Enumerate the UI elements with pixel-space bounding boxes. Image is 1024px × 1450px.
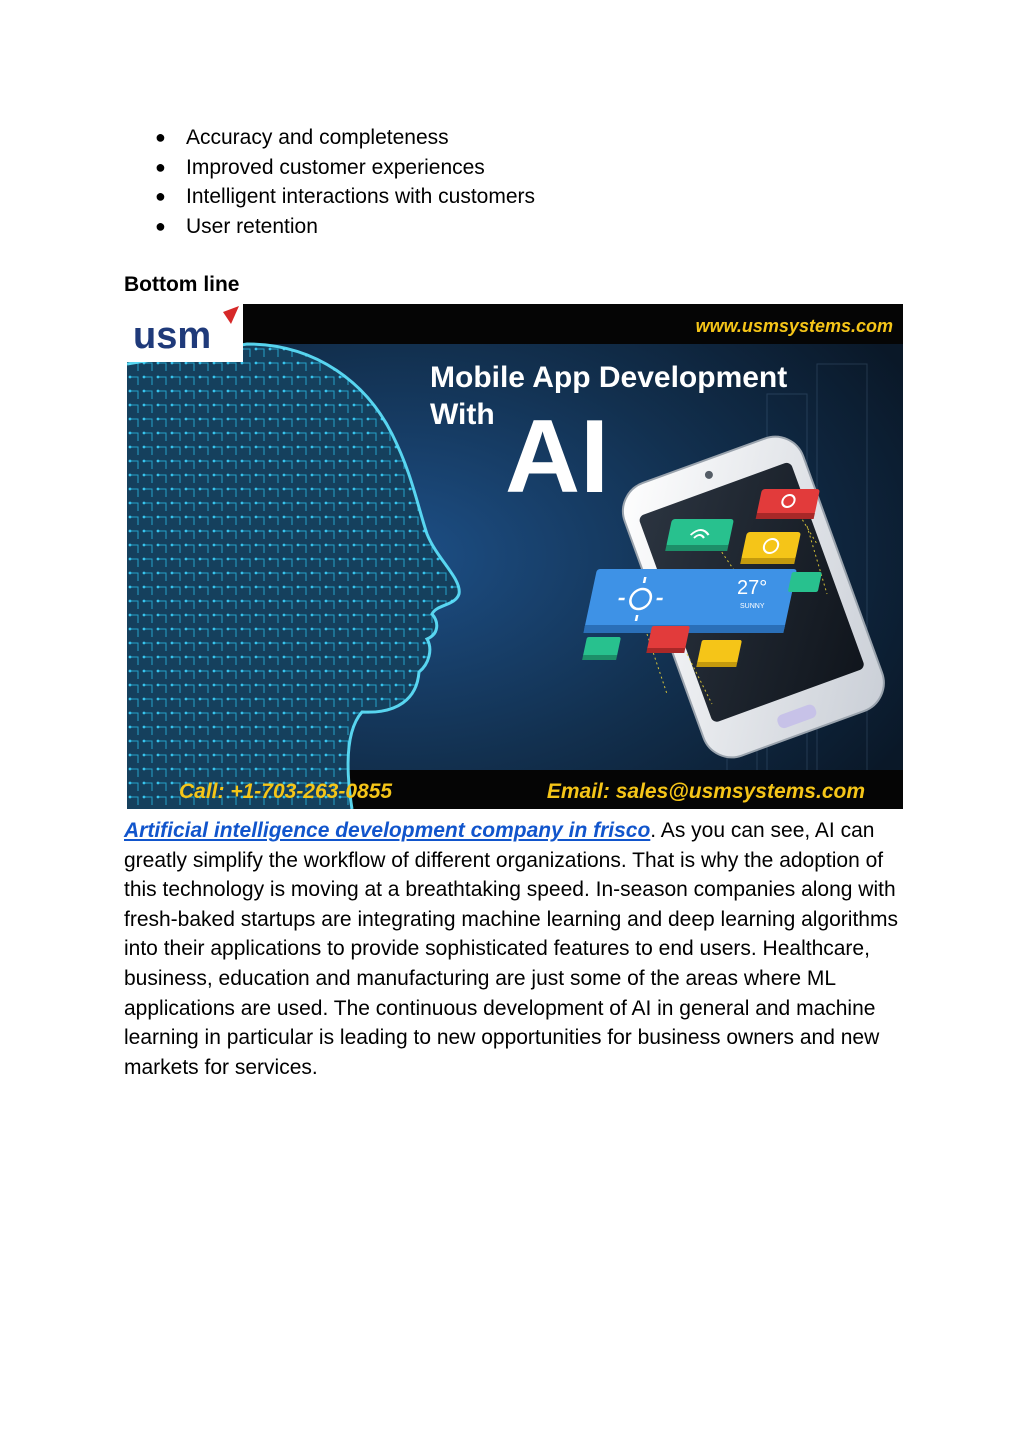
bullet-icon: ● bbox=[155, 127, 166, 147]
bullet-icon: ● bbox=[155, 156, 166, 177]
list-item bbox=[155, 182, 535, 212]
list-item bbox=[155, 153, 535, 183]
list-item bbox=[155, 212, 535, 242]
list-item bbox=[155, 123, 535, 153]
list-item-text: Accuracy and completeness bbox=[186, 126, 449, 149]
frisco-ai-company-link[interactable]: Artificial intelligence development company in frisco bbox=[124, 819, 651, 842]
banner-illustration bbox=[127, 304, 903, 809]
banner-phone: Call: +1-703-263-0855 bbox=[179, 780, 393, 803]
bullet-list bbox=[155, 123, 535, 241]
body-paragraph bbox=[124, 816, 914, 1082]
section-heading: Bottom line bbox=[124, 273, 240, 296]
bullet-icon: ● bbox=[155, 186, 166, 206]
paragraph-text: . As you can see, AI can greatly simplify the workflow of different organizations. That is why the adoption of this technology is moving at a breathtaking speed. In-season companies along with fresh-baked startups are integrating machine learning and deep learning algorithms into their applications to provide sophisticated features to end users. Healthcare, business, education and manufacturing are just some of the areas where ML applications are used. The continuous development of AI in general and machine learning in particular is leading to new opportunities for business owners and new markets for services. bbox=[124, 819, 898, 1079]
list-item-text: User retention bbox=[186, 214, 318, 238]
banner-website: www.usmsystems.com bbox=[695, 316, 893, 336]
bullet-icon: ● bbox=[155, 215, 166, 236]
banner-title-line1: Mobile App Development bbox=[430, 361, 788, 394]
weather-label: SUNNY bbox=[740, 603, 765, 610]
banner-title-big: AI bbox=[505, 399, 609, 515]
banner-logo-text: usm bbox=[133, 315, 212, 357]
list-item-text: Intelligent interactions with customers bbox=[186, 185, 535, 208]
list-item-text: Improved customer experiences bbox=[186, 155, 485, 179]
weather-temp: 27° bbox=[737, 577, 768, 599]
banner-title-line2: With bbox=[430, 398, 495, 431]
banner-image bbox=[127, 304, 903, 809]
banner-email: Email: sales@usmsystems.com bbox=[546, 780, 865, 803]
